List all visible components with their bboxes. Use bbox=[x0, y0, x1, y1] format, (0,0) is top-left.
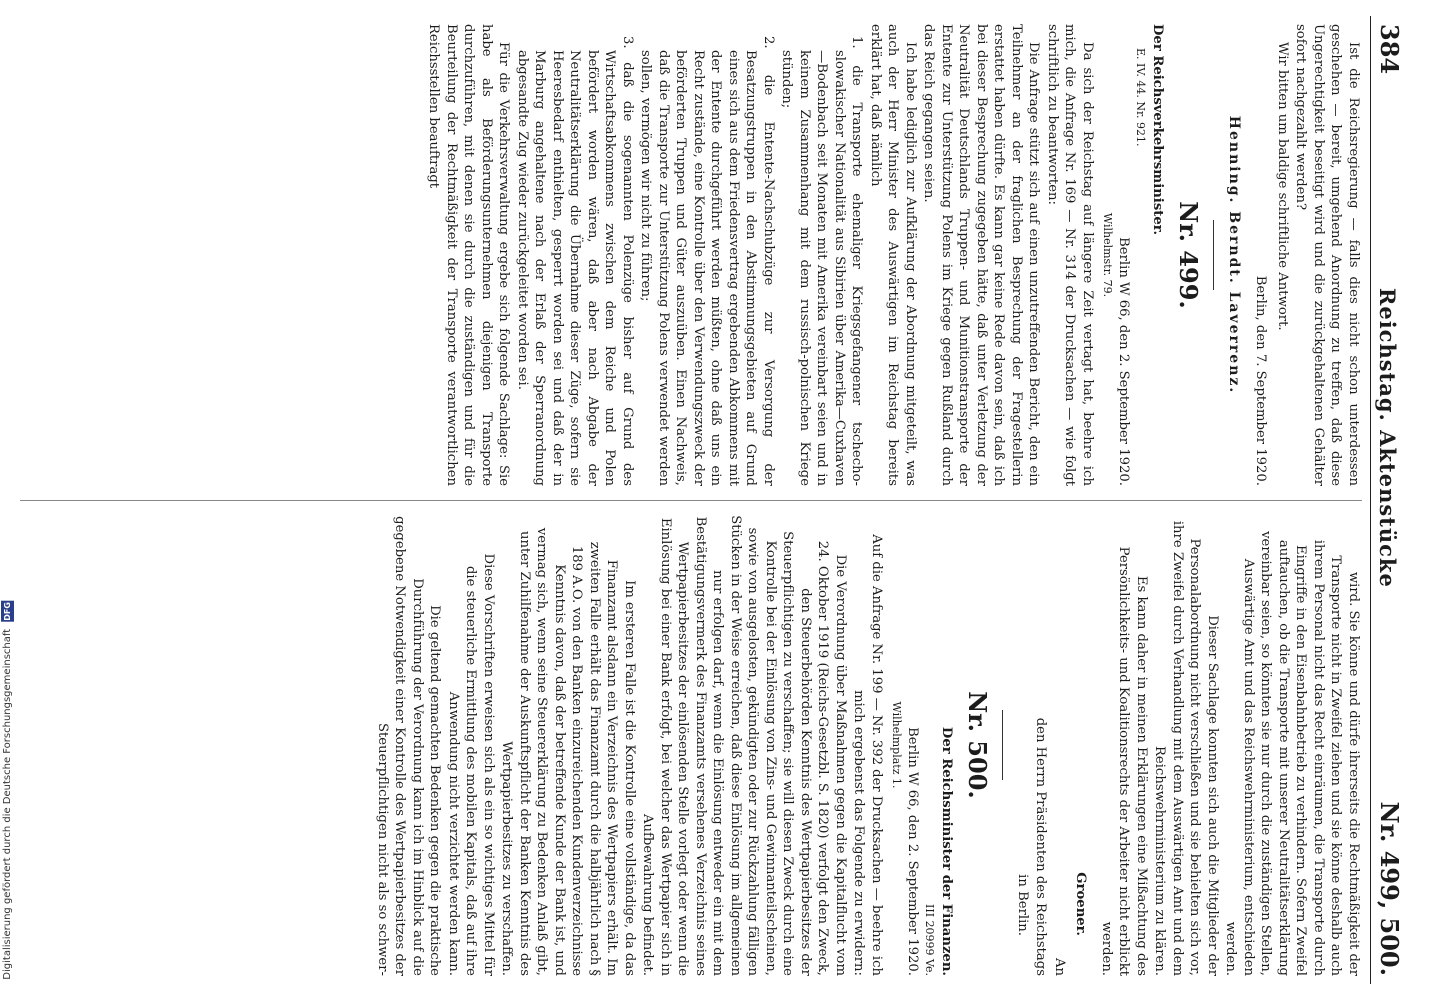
left-column bbox=[20, 24, 1362, 486]
running-header bbox=[1370, 16, 1414, 984]
signatories: Henning. Berndt. Laverrenz. bbox=[1226, 115, 1242, 395]
paragraph: wird. Sie könne und dürfe ihrerseits die Rechtmäßigkeit der Transporte nicht in Zweifel ziehen und sie könne deshalb auch ihrem Personal nicht das Recht einräumen, die Transporte durch Eingriffe in den Eisenbahnbetrieb zu verhindern. Sofern Zweifel auftauchen, ob die Transporte mit unserer Neutralitätserklärung vereinbar seien, so könnten sie nur durch die zuständigen Stellen, Auswärtige Amt und das Reichswehrministerium, entschieden werden. bbox=[1223, 531, 1361, 976]
paragraph: Diese Vorschriften erweisen sich als ein so wichtiges Mittel für die steuerliche Ermittlung des mobilen Kapitals, daß auf ihre Anwendung nicht verzichtet werden kann. bbox=[446, 553, 496, 976]
list-item: 3. daß die sogenannten Polenzüge bisher auf Grund des Wirtschaftsabkommens zwischen dem Reiche und Polen befördert worden wären, daß aber nach Abgabe der Neutralitätserklärung die Übernahme dieser Züge, sofern sie Heeresbedarf enthielten, gesperrt worden sei und daß der in Marburg angehaltene nach der Erlaß der Sperranordnung abgesandte Zug wieder zurückgeleitet worden sei. bbox=[515, 36, 635, 486]
paragraph: Ist die Reichsregierung — falls dies nicht schon unterdessen geschehen — bereit, umgehend Anordnung zu treffen, daß diese Ungerechtigkeit beseitigt wird und die zurückgehaltenen Gehälter sofort nachgezahlt werden? bbox=[1293, 24, 1361, 486]
page-number: 384 bbox=[1375, 24, 1404, 75]
sender: Der Reichsverkehrsminister. bbox=[1150, 24, 1165, 236]
page-content bbox=[20, 16, 1414, 984]
credit-text: Digitalisierung gefördert durch die Deutsche Forschungsgemeinschaft bbox=[2, 629, 13, 980]
paragraph: Da sich der Reichstag auf längere Zeit vertagt hat, beehre ich mich, die Anfrage Nr. 169 — Nr. 314 der Drucksachen — wie folgt schriftlich zu beantworten: bbox=[1045, 24, 1095, 486]
paragraph: Ich habe lediglich zur Aufklärung der Abordnung mitgeteilt, was auch der Herr Minister des Auswärtigen im Reichstag bereits erklärt hat, daß nämlich bbox=[868, 24, 918, 486]
dateline: Berlin, den 7. September 1920. bbox=[1253, 275, 1269, 486]
address-line: Wilhelmstr. 79. bbox=[1101, 212, 1114, 298]
paragraph: Es kann daher in meinen Erklärungen eine Mißachtung des Persönlichkeits- und Koalitionsrechts der Arbeiter nicht erblickt werden. bbox=[1099, 546, 1149, 976]
paragraph: Die Anfrage stützt sich auf einen unzutreffenden Bericht, den ein Teilnehmer an der fraglichen Besprechung der Fragestellerin erstattet haben dürfte. Es kann gar keine Rede davon sein, daß ich bei dieser Besprechung zugegeben hätte, daß unter Verletzung der Neutralität Deutschlands Truppen- und Munitionstransporte der Entente zur Unterstützung Polens im Kriege gegen Rußland durch das Reich gegangen seien. bbox=[921, 24, 1042, 486]
paragraph: Für die Verkehrsverwaltung ergebe sich folgende Sachlage: Sie habe als Beförderungsunternehmen diejenigen Transporte durchzuführen, mit denen sie durch die zuständigen und für die Beurteilung der Rechtmäßigkeit der Transporte verantwortlichen Reichsstellen beauftragt bbox=[426, 24, 512, 486]
paragraph: Auf die Anfrage Nr. 199 — Nr. 392 der Drucksachen — beehre ich mich ergebenst das Folgende zu erwidern: bbox=[851, 534, 884, 976]
address-line: den Herrn Präsidenten des Reichstags bbox=[1033, 717, 1049, 976]
paragraph: Die Verordnung über Maßnahmen gegen die Kapitalflucht vom 24. Oktober 1919 (Reichs-Gesetzbl. S. 1820) verfolgt den Zweck, den Steuerbehörden Kenntnis des Wertpapierbesitzes der Steuerpflichtigen zu verschaffen; sie will diesen Zweck durch eine Kontrolle bei der Einlösung von Zins- und Gewinnanteilscheinen, sowie von ausgelosten, gekündigten oder zur Rückzahlung fälligen Stücken in der Weise erreichen, daß diese Einlösung im allgemeinen nur erfolgen darf, wenn die Einlösung entweder ein mit dem Bestätigungsvermerk des Finanzamts versehenes Verzeichnis seines Wertpapierbesitzes der einlösenden Stelle vorlegt oder wenn die Einlösung bei einer Bank erfolgt, bei welcher das Wertpapier sich in Aufbewahrung befindet. bbox=[640, 515, 848, 976]
paragraph: Im ersteren Falle ist die Kontrolle eine vollständige, da das Finanzamt alsdann ein Verzeichnis des Wertpapiers erhält. Im zweiten Falle erhält das Finanzamt durch die halbjährlich nach § 189 A.O. von den Banken einzureichenden Kundenverzeichnisse Kenntnis davon, daß der betreffende Kunde der Bank ist, und vermag sich, wenn seine Steuererklärung zu Bedenken Anlaß gibt, unter Zuhilfenahme der Auskunftspflicht der Banken Kenntnis des Wertpapierbesitzes zu verschaffen. bbox=[499, 527, 637, 976]
reference: III 20999 Ve. bbox=[923, 904, 937, 976]
signatory: Groener. bbox=[1073, 872, 1089, 936]
right-column bbox=[20, 514, 1362, 976]
dfg-logo: DFG bbox=[3, 602, 12, 621]
address-line: Wilhelmplatz 1. bbox=[890, 701, 903, 789]
column-divider bbox=[20, 500, 1362, 501]
digitization-credit bbox=[0, 0, 14, 1000]
document-number: Nr. 499. bbox=[1174, 201, 1204, 309]
paragraph: Die geltend gemachten Bedenken gegen die praktische Durchführung der Verordnung kann ich im Hinblick auf die gegebene Notwendigkeit einer Kontrolle des Wertpapierbesitzes der Steuerpflichtigen nicht als so schwer- bbox=[375, 516, 443, 976]
list-item: 1. die Transporte ehemaliger Kriegsgefangener tschecho-slowakischer Nationalität aus Sibirien über Amerika—Cuxhaven—Bodenbach seit Monaten mit Amerika vereinbart seien und in keinem Zusammenhang mit dem russisch-polnischen Kriege stünden; bbox=[779, 36, 865, 486]
document-numbers: Nr. 499, 500. bbox=[1375, 801, 1404, 976]
header-title: Reichstag. Aktenstücke bbox=[1375, 287, 1400, 588]
divider bbox=[1214, 220, 1215, 290]
dateline: Berlin W 66, den 2. September 1920. bbox=[905, 727, 921, 976]
address-line: in Berlin. bbox=[1015, 874, 1030, 936]
paragraph: Wir bitten um baldige schriftliche Antwort. bbox=[1275, 42, 1290, 331]
list-item: 2. die Entente-Nachschubzüge zur Versorgung der Besatzungstruppen in den Abstimmungsgebieten auf Grund eines sich aus dem Friedensvertrag ergebenden Abkommens mit der Entente durchgeführt werden müßten, ohne daß uns ein Recht zustände, eine Kontrolle über den Verwendungszweck der beförderten Truppen und Güter auszuüben. Einen Nachweis, daß die Transporte zur Unterstützung Polens verwendet werden sollen, vermögen wir nicht zu führen; bbox=[638, 36, 776, 486]
address-line: An bbox=[1052, 957, 1067, 976]
reference: E. IV. 44. Nr. 921. bbox=[1134, 48, 1148, 147]
dateline: Berlin W 66, den 2. September 1920. bbox=[1116, 237, 1132, 486]
credit-text-wrapper bbox=[1, 601, 14, 980]
divider bbox=[1003, 710, 1004, 780]
paragraph: Dieser Sachlage konnten sich auch die Mitglieder der Personalabordnung nicht verschließen und sie behielten sich vor, ihre Zweifel durch Verhandlung mit dem Auswärtigen Amt und dem Reichswehrministerium zu klären. bbox=[1152, 520, 1220, 976]
sender: Der Reichsminister der Finanzen. bbox=[939, 726, 954, 976]
document-number: Nr. 500. bbox=[963, 691, 993, 799]
